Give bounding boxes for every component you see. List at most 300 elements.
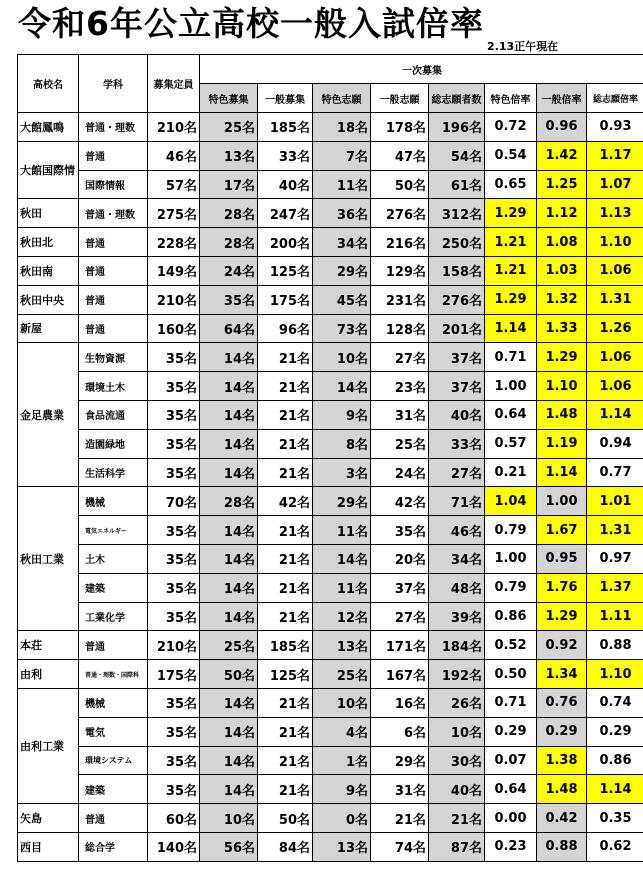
total-rate-cell: 0.88 bbox=[587, 631, 643, 660]
tokushoku-shigan-cell: 34名 bbox=[313, 228, 371, 257]
tokushoku-rate-cell: 0.72 bbox=[485, 113, 537, 142]
ippan-bosyu-cell: 21名 bbox=[258, 544, 313, 573]
ippan-shigan-cell: 35名 bbox=[371, 516, 429, 545]
tokushoku-shigan-cell: 13名 bbox=[313, 631, 371, 660]
ippan-bosyu-cell: 21名 bbox=[258, 429, 313, 458]
tokushoku-rate-cell: 1.21 bbox=[485, 228, 537, 257]
total-shigan-cell: 33名 bbox=[429, 429, 485, 458]
table-row bbox=[18, 170, 643, 199]
tokushoku-rate-cell: 0.23 bbox=[485, 832, 537, 861]
total-rate-cell: 1.11 bbox=[587, 602, 643, 631]
total-rate-cell: 0.35 bbox=[587, 804, 643, 833]
total-shigan-cell: 201名 bbox=[429, 314, 485, 343]
tokushoku-rate-cell: 0.65 bbox=[485, 170, 537, 199]
capacity-cell: 35名 bbox=[148, 602, 200, 631]
dept-cell: 土木 bbox=[79, 544, 148, 573]
ippan-bosyu-cell: 96名 bbox=[258, 314, 313, 343]
ippan-shigan-cell: 27名 bbox=[371, 343, 429, 372]
ippan-rate-cell: 1.29 bbox=[537, 343, 587, 372]
tokushoku-rate-cell: 0.64 bbox=[485, 775, 537, 804]
dept-cell: 普通 bbox=[79, 631, 148, 660]
tokushoku-shigan-cell: 8名 bbox=[313, 429, 371, 458]
total-rate-cell: 1.13 bbox=[587, 199, 643, 228]
tokushoku-shigan-cell: 11名 bbox=[313, 573, 371, 602]
tokushoku-rate-cell: 0.71 bbox=[485, 688, 537, 717]
ippan-rate-cell: 1.08 bbox=[537, 228, 587, 257]
table-row bbox=[18, 372, 643, 401]
tokushoku-rate-cell: 0.79 bbox=[485, 516, 537, 545]
dept-cell: 環境システム bbox=[79, 746, 148, 775]
total-shigan-cell: 158名 bbox=[429, 256, 485, 285]
dept-cell: 電気エネルギー bbox=[79, 516, 148, 545]
tokushoku-shigan-cell: 9名 bbox=[313, 400, 371, 429]
school-name-cell: 矢島 bbox=[18, 804, 79, 833]
ippan-bosyu-cell: 33名 bbox=[258, 141, 313, 170]
table-row bbox=[18, 487, 643, 516]
dept-cell: 生物資源 bbox=[79, 343, 148, 372]
ippan-rate-cell: 1.76 bbox=[537, 573, 587, 602]
capacity-cell: 210名 bbox=[148, 113, 200, 142]
total-shigan-cell: 10名 bbox=[429, 717, 485, 746]
ippan-shigan-cell: 25名 bbox=[371, 429, 429, 458]
tokushoku-bosyu-cell: 28名 bbox=[200, 199, 258, 228]
tokushoku-shigan-cell: 11名 bbox=[313, 170, 371, 199]
ippan-rate-cell: 0.95 bbox=[537, 544, 587, 573]
tokushoku-rate-cell: 0.29 bbox=[485, 717, 537, 746]
capacity-cell: 140名 bbox=[148, 832, 200, 861]
tokushoku-bosyu-cell: 24名 bbox=[200, 256, 258, 285]
ippan-rate-cell: 0.96 bbox=[537, 113, 587, 142]
ippan-bosyu-cell: 21名 bbox=[258, 688, 313, 717]
dept-cell: 普通 bbox=[79, 804, 148, 833]
tokushoku-bosyu-cell: 14名 bbox=[200, 400, 258, 429]
tokushoku-shigan-cell: 36名 bbox=[313, 199, 371, 228]
tokushoku-rate-cell: 1.00 bbox=[485, 544, 537, 573]
dept-cell: 造園緑地 bbox=[79, 429, 148, 458]
dept-cell: 機械 bbox=[79, 487, 148, 516]
total-shigan-cell: 71名 bbox=[429, 487, 485, 516]
ippan-shigan-cell: 23名 bbox=[371, 372, 429, 401]
tokushoku-bosyu-cell: 10名 bbox=[200, 804, 258, 833]
tokushoku-bosyu-cell: 14名 bbox=[200, 775, 258, 804]
tokushoku-shigan-cell: 73名 bbox=[313, 314, 371, 343]
dept-cell: 生活科学 bbox=[79, 458, 148, 487]
total-rate-cell: 0.94 bbox=[587, 429, 643, 458]
dept-cell: 環境土木 bbox=[79, 372, 148, 401]
total-shigan-cell: 250名 bbox=[429, 228, 485, 257]
ippan-rate-cell: 1.00 bbox=[537, 487, 587, 516]
ippan-rate-cell: 0.76 bbox=[537, 688, 587, 717]
ippan-rate-cell: 0.88 bbox=[537, 832, 587, 861]
ippan-shigan-cell: 216名 bbox=[371, 228, 429, 257]
school-name-cell: 新屋 bbox=[18, 314, 79, 343]
capacity-cell: 35名 bbox=[148, 400, 200, 429]
tokushoku-shigan-cell: 10名 bbox=[313, 343, 371, 372]
ippan-shigan-cell: 6名 bbox=[371, 717, 429, 746]
ippan-bosyu-cell: 185名 bbox=[258, 113, 313, 142]
table-row bbox=[18, 746, 643, 775]
ippan-shigan-cell: 276名 bbox=[371, 199, 429, 228]
ippan-rate-cell: 1.34 bbox=[537, 660, 587, 689]
ippan-rate-cell: 1.67 bbox=[537, 516, 587, 545]
header-ippan-shigan: 一般志願 bbox=[371, 84, 429, 113]
ippan-bosyu-cell: 21名 bbox=[258, 516, 313, 545]
header-dept: 学科 bbox=[79, 55, 148, 113]
ippan-bosyu-cell: 50名 bbox=[258, 804, 313, 833]
tokushoku-shigan-cell: 14名 bbox=[313, 544, 371, 573]
page-title: 令和6年公立高校一般入試倍率 bbox=[18, 4, 484, 43]
total-rate-cell: 0.93 bbox=[587, 113, 643, 142]
total-shigan-cell: 26名 bbox=[429, 688, 485, 717]
ippan-shigan-cell: 231名 bbox=[371, 285, 429, 314]
table-row bbox=[18, 544, 643, 573]
total-rate-cell: 0.62 bbox=[587, 832, 643, 861]
total-rate-cell: 1.07 bbox=[587, 170, 643, 199]
tokushoku-shigan-cell: 11名 bbox=[313, 516, 371, 545]
ippan-shigan-cell: 29名 bbox=[371, 746, 429, 775]
tokushoku-rate-cell: 0.57 bbox=[485, 429, 537, 458]
table-row bbox=[18, 717, 643, 746]
school-name-cell: 金足農業 bbox=[18, 343, 79, 487]
ippan-bosyu-cell: 40名 bbox=[258, 170, 313, 199]
ippan-shigan-cell: 47名 bbox=[371, 141, 429, 170]
total-shigan-cell: 276名 bbox=[429, 285, 485, 314]
tokushoku-bosyu-cell: 64名 bbox=[200, 314, 258, 343]
capacity-cell: 35名 bbox=[148, 746, 200, 775]
capacity-cell: 35名 bbox=[148, 717, 200, 746]
tokushoku-bosyu-cell: 14名 bbox=[200, 544, 258, 573]
tokushoku-shigan-cell: 12名 bbox=[313, 602, 371, 631]
tokushoku-bosyu-cell: 14名 bbox=[200, 746, 258, 775]
ippan-rate-cell: 1.33 bbox=[537, 314, 587, 343]
school-name-cell: 本荘 bbox=[18, 631, 79, 660]
table-row bbox=[18, 660, 643, 689]
tokushoku-bosyu-cell: 14名 bbox=[200, 343, 258, 372]
tokushoku-shigan-cell: 29名 bbox=[313, 256, 371, 285]
tokushoku-bosyu-cell: 14名 bbox=[200, 717, 258, 746]
table-row bbox=[18, 285, 643, 314]
ippan-shigan-cell: 31名 bbox=[371, 775, 429, 804]
tokushoku-rate-cell: 0.00 bbox=[485, 804, 537, 833]
tokushoku-shigan-cell: 18名 bbox=[313, 113, 371, 142]
dept-cell: 電気 bbox=[79, 717, 148, 746]
dept-cell: 工業化学 bbox=[79, 602, 148, 631]
table-row bbox=[18, 688, 643, 717]
ippan-shigan-cell: 37名 bbox=[371, 573, 429, 602]
tokushoku-rate-cell: 0.79 bbox=[485, 573, 537, 602]
total-rate-cell: 0.74 bbox=[587, 688, 643, 717]
ippan-rate-cell: 0.92 bbox=[537, 631, 587, 660]
ippan-shigan-cell: 20名 bbox=[371, 544, 429, 573]
ippan-rate-cell: 1.03 bbox=[537, 256, 587, 285]
as-of-timestamp: 2.13正午現在 bbox=[487, 40, 559, 53]
table-row bbox=[18, 113, 643, 142]
table-row bbox=[18, 199, 643, 228]
ippan-bosyu-cell: 125名 bbox=[258, 660, 313, 689]
total-rate-cell: 1.06 bbox=[587, 256, 643, 285]
header-ippan-bosyu: 一般募集 bbox=[258, 84, 313, 113]
tokushoku-shigan-cell: 25名 bbox=[313, 660, 371, 689]
ippan-bosyu-cell: 200名 bbox=[258, 228, 313, 257]
ippan-rate-cell: 1.25 bbox=[537, 170, 587, 199]
ippan-bosyu-cell: 21名 bbox=[258, 343, 313, 372]
total-shigan-cell: 54名 bbox=[429, 141, 485, 170]
ippan-bosyu-cell: 21名 bbox=[258, 372, 313, 401]
capacity-cell: 35名 bbox=[148, 343, 200, 372]
dept-cell: 総合学 bbox=[79, 832, 148, 861]
tokushoku-rate-cell: 0.07 bbox=[485, 746, 537, 775]
dept-cell: 普通 bbox=[79, 141, 148, 170]
total-rate-cell: 0.97 bbox=[587, 544, 643, 573]
dept-cell: 建築 bbox=[79, 775, 148, 804]
ippan-rate-cell: 1.19 bbox=[537, 429, 587, 458]
tokushoku-bosyu-cell: 35名 bbox=[200, 285, 258, 314]
header-total-rate: 総志願倍率 bbox=[587, 84, 643, 113]
table-row bbox=[18, 573, 643, 602]
ippan-bosyu-cell: 185名 bbox=[258, 631, 313, 660]
tokushoku-shigan-cell: 14名 bbox=[313, 372, 371, 401]
tokushoku-bosyu-cell: 13名 bbox=[200, 141, 258, 170]
ippan-bosyu-cell: 125名 bbox=[258, 256, 313, 285]
total-shigan-cell: 27名 bbox=[429, 458, 485, 487]
capacity-cell: 35名 bbox=[148, 688, 200, 717]
capacity-cell: 46名 bbox=[148, 141, 200, 170]
total-shigan-cell: 184名 bbox=[429, 631, 485, 660]
header-tokushoku-rate: 特色倍率 bbox=[485, 84, 537, 113]
school-name-cell: 大館鳳鳴 bbox=[18, 113, 79, 142]
total-shigan-cell: 40名 bbox=[429, 775, 485, 804]
tokushoku-rate-cell: 0.71 bbox=[485, 343, 537, 372]
capacity-cell: 228名 bbox=[148, 228, 200, 257]
ippan-shigan-cell: 50名 bbox=[371, 170, 429, 199]
ippan-bosyu-cell: 21名 bbox=[258, 400, 313, 429]
tokushoku-rate-cell: 1.29 bbox=[485, 199, 537, 228]
tokushoku-shigan-cell: 10名 bbox=[313, 688, 371, 717]
total-shigan-cell: 34名 bbox=[429, 544, 485, 573]
ippan-rate-cell: 1.10 bbox=[537, 372, 587, 401]
ippan-shigan-cell: 128名 bbox=[371, 314, 429, 343]
ippan-rate-cell: 1.48 bbox=[537, 400, 587, 429]
capacity-cell: 210名 bbox=[148, 285, 200, 314]
dept-cell: 普通・理数・国際科 bbox=[79, 660, 148, 689]
ippan-rate-cell: 1.48 bbox=[537, 775, 587, 804]
table-row bbox=[18, 458, 643, 487]
total-shigan-cell: 37名 bbox=[429, 372, 485, 401]
total-shigan-cell: 192名 bbox=[429, 660, 485, 689]
tokushoku-rate-cell: 0.86 bbox=[485, 602, 537, 631]
total-rate-cell: 1.01 bbox=[587, 487, 643, 516]
tokushoku-rate-cell: 0.50 bbox=[485, 660, 537, 689]
tokushoku-bosyu-cell: 28名 bbox=[200, 487, 258, 516]
header-tokushoku-shigan: 特色志願 bbox=[313, 84, 371, 113]
ippan-rate-cell: 0.42 bbox=[537, 804, 587, 833]
capacity-cell: 35名 bbox=[148, 516, 200, 545]
school-name-cell: 由利 bbox=[18, 660, 79, 689]
dept-cell: 普通 bbox=[79, 285, 148, 314]
capacity-cell: 210名 bbox=[148, 631, 200, 660]
total-shigan-cell: 48名 bbox=[429, 573, 485, 602]
tokushoku-rate-cell: 1.04 bbox=[485, 487, 537, 516]
header-school: 高校名 bbox=[18, 55, 79, 113]
ippan-bosyu-cell: 21名 bbox=[258, 775, 313, 804]
ippan-rate-cell: 1.12 bbox=[537, 199, 587, 228]
ippan-shigan-cell: 24名 bbox=[371, 458, 429, 487]
tokushoku-shigan-cell: 45名 bbox=[313, 285, 371, 314]
capacity-cell: 60名 bbox=[148, 804, 200, 833]
school-name-cell: 秋田 bbox=[18, 199, 79, 228]
tokushoku-rate-cell: 0.21 bbox=[485, 458, 537, 487]
ippan-bosyu-cell: 21名 bbox=[258, 573, 313, 602]
ippan-bosyu-cell: 21名 bbox=[258, 746, 313, 775]
dept-cell: 機械 bbox=[79, 688, 148, 717]
total-shigan-cell: 196名 bbox=[429, 113, 485, 142]
capacity-cell: 35名 bbox=[148, 372, 200, 401]
ippan-rate-cell: 0.29 bbox=[537, 717, 587, 746]
dept-cell: 普通 bbox=[79, 256, 148, 285]
total-rate-cell: 0.29 bbox=[587, 717, 643, 746]
tokushoku-bosyu-cell: 14名 bbox=[200, 573, 258, 602]
total-rate-cell: 1.14 bbox=[587, 400, 643, 429]
ippan-shigan-cell: 16名 bbox=[371, 688, 429, 717]
total-rate-cell: 1.10 bbox=[587, 228, 643, 257]
table-body bbox=[18, 113, 643, 862]
ippan-bosyu-cell: 21名 bbox=[258, 602, 313, 631]
tokushoku-bosyu-cell: 25名 bbox=[200, 631, 258, 660]
tokushoku-rate-cell: 0.54 bbox=[485, 141, 537, 170]
total-rate-cell: 0.77 bbox=[587, 458, 643, 487]
table-row bbox=[18, 775, 643, 804]
tokushoku-bosyu-cell: 14名 bbox=[200, 688, 258, 717]
tokushoku-bosyu-cell: 14名 bbox=[200, 602, 258, 631]
tokushoku-rate-cell: 0.52 bbox=[485, 631, 537, 660]
table-row bbox=[18, 602, 643, 631]
capacity-cell: 35名 bbox=[148, 458, 200, 487]
tokushoku-rate-cell: 1.14 bbox=[485, 314, 537, 343]
header-total-shigan: 総志願者数 bbox=[429, 84, 485, 113]
tokushoku-bosyu-cell: 17名 bbox=[200, 170, 258, 199]
capacity-cell: 35名 bbox=[148, 544, 200, 573]
capacity-cell: 70名 bbox=[148, 487, 200, 516]
tokushoku-bosyu-cell: 14名 bbox=[200, 372, 258, 401]
total-shigan-cell: 37名 bbox=[429, 343, 485, 372]
total-rate-cell: 1.06 bbox=[587, 343, 643, 372]
capacity-cell: 35名 bbox=[148, 775, 200, 804]
tokushoku-shigan-cell: 3名 bbox=[313, 458, 371, 487]
total-shigan-cell: 46名 bbox=[429, 516, 485, 545]
tokushoku-rate-cell: 0.64 bbox=[485, 400, 537, 429]
total-rate-cell: 1.31 bbox=[587, 516, 643, 545]
total-rate-cell: 1.14 bbox=[587, 775, 643, 804]
tokushoku-bosyu-cell: 50名 bbox=[200, 660, 258, 689]
school-name-cell: 秋田工業 bbox=[18, 487, 79, 631]
table-row bbox=[18, 314, 643, 343]
tokushoku-shigan-cell: 13名 bbox=[313, 832, 371, 861]
total-shigan-cell: 30名 bbox=[429, 746, 485, 775]
tokushoku-bosyu-cell: 14名 bbox=[200, 458, 258, 487]
tokushoku-rate-cell: 1.00 bbox=[485, 372, 537, 401]
header-capacity: 募集定員 bbox=[148, 55, 200, 113]
school-name-cell: 秋田南 bbox=[18, 256, 79, 285]
total-rate-cell: 1.06 bbox=[587, 372, 643, 401]
ippan-shigan-cell: 129名 bbox=[371, 256, 429, 285]
table-row bbox=[18, 256, 643, 285]
tokushoku-rate-cell: 1.29 bbox=[485, 285, 537, 314]
dept-cell: 普通・理数 bbox=[79, 113, 148, 142]
capacity-cell: 35名 bbox=[148, 573, 200, 602]
ippan-bosyu-cell: 247名 bbox=[258, 199, 313, 228]
ippan-bosyu-cell: 21名 bbox=[258, 458, 313, 487]
table-row bbox=[18, 343, 643, 372]
ippan-rate-cell: 1.14 bbox=[537, 458, 587, 487]
table-row bbox=[18, 228, 643, 257]
table-row bbox=[18, 429, 643, 458]
ippan-bosyu-cell: 175名 bbox=[258, 285, 313, 314]
ippan-bosyu-cell: 21名 bbox=[258, 717, 313, 746]
ippan-bosyu-cell: 84名 bbox=[258, 832, 313, 861]
ippan-shigan-cell: 21名 bbox=[371, 804, 429, 833]
total-rate-cell: 0.86 bbox=[587, 746, 643, 775]
capacity-cell: 35名 bbox=[148, 429, 200, 458]
header-tokushoku-bosyu: 特色募集 bbox=[200, 84, 258, 113]
dept-cell: 普通・理数 bbox=[79, 199, 148, 228]
capacity-cell: 275名 bbox=[148, 199, 200, 228]
total-rate-cell: 1.10 bbox=[587, 660, 643, 689]
total-shigan-cell: 40名 bbox=[429, 400, 485, 429]
tokushoku-shigan-cell: 9名 bbox=[313, 775, 371, 804]
tokushoku-bosyu-cell: 14名 bbox=[200, 516, 258, 545]
ippan-shigan-cell: 167名 bbox=[371, 660, 429, 689]
dept-cell: 建築 bbox=[79, 573, 148, 602]
table-row bbox=[18, 804, 643, 833]
capacity-cell: 57名 bbox=[148, 170, 200, 199]
total-rate-cell: 1.26 bbox=[587, 314, 643, 343]
ippan-bosyu-cell: 42名 bbox=[258, 487, 313, 516]
ippan-shigan-cell: 42名 bbox=[371, 487, 429, 516]
ippan-rate-cell: 1.38 bbox=[537, 746, 587, 775]
ippan-rate-cell: 1.29 bbox=[537, 602, 587, 631]
ippan-shigan-cell: 178名 bbox=[371, 113, 429, 142]
tokushoku-bosyu-cell: 25名 bbox=[200, 113, 258, 142]
total-shigan-cell: 39名 bbox=[429, 602, 485, 631]
total-shigan-cell: 61名 bbox=[429, 170, 485, 199]
ippan-shigan-cell: 74名 bbox=[371, 832, 429, 861]
table-row bbox=[18, 516, 643, 545]
tokushoku-shigan-cell: 29名 bbox=[313, 487, 371, 516]
school-name-cell: 由利工業 bbox=[18, 688, 79, 803]
total-rate-cell: 1.31 bbox=[587, 285, 643, 314]
total-rate-cell: 1.37 bbox=[587, 573, 643, 602]
capacity-cell: 175名 bbox=[148, 660, 200, 689]
table-row bbox=[18, 400, 643, 429]
total-shigan-cell: 312名 bbox=[429, 199, 485, 228]
dept-cell: 食品流通 bbox=[79, 400, 148, 429]
capacity-cell: 160名 bbox=[148, 314, 200, 343]
dept-cell: 普通 bbox=[79, 314, 148, 343]
table-row bbox=[18, 141, 643, 170]
tokushoku-rate-cell: 1.21 bbox=[485, 256, 537, 285]
table-row bbox=[18, 832, 643, 861]
total-shigan-cell: 87名 bbox=[429, 832, 485, 861]
capacity-cell: 149名 bbox=[148, 256, 200, 285]
tokushoku-bosyu-cell: 28名 bbox=[200, 228, 258, 257]
school-name-cell: 秋田北 bbox=[18, 228, 79, 257]
tokushoku-bosyu-cell: 56名 bbox=[200, 832, 258, 861]
school-name-cell: 大館国際情 bbox=[18, 141, 79, 199]
tokushoku-shigan-cell: 7名 bbox=[313, 141, 371, 170]
ippan-shigan-cell: 31名 bbox=[371, 400, 429, 429]
school-name-cell: 秋田中央 bbox=[18, 285, 79, 314]
ippan-shigan-cell: 171名 bbox=[371, 631, 429, 660]
